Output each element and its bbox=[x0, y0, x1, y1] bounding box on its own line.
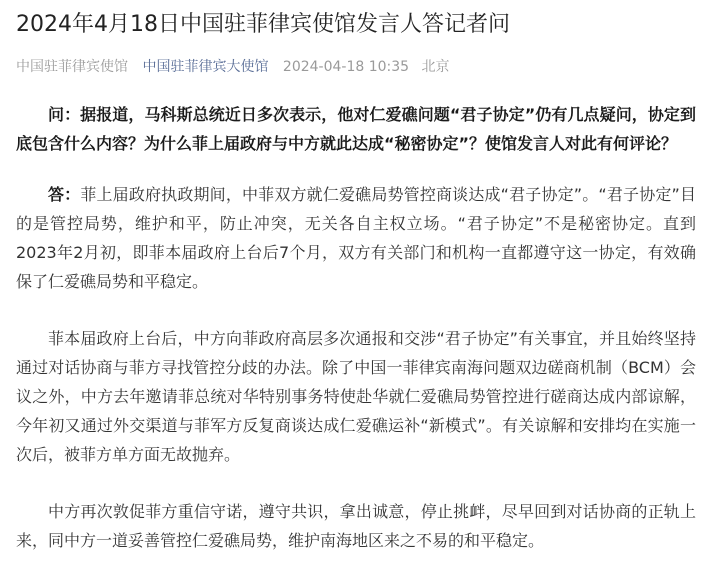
account-link[interactable]: 中国驻菲律宾大使馆 bbox=[142, 59, 269, 75]
answer-lead: 答： bbox=[48, 185, 81, 204]
article-meta bbox=[16, 56, 696, 78]
answer-paragraph-3: 中方再次敦促菲方重信守诺，遵守共识，拿出诚意，停止挑衅，尽早回到对话协商的正轨上来，同中方一道妥善管控仁爱礁局势，维护南海地区来之不易的和平稳定。 bbox=[16, 502, 696, 550]
source-name: 中国驻菲律宾使馆 bbox=[16, 59, 128, 75]
answer-paragraph-2: 菲本届政府上台后，中方向菲政府高层多次通报和交涉“君子协定”有关事宜，并且始终坚持通过对话协商与菲方寻找管控分歧的办法。除了中国一菲律宾南海问题双边磋商机制（BCM）会议之外，中方去年邀请菲总统对华特别事务特使赴华就仁爱礁局势管控进行磋商达成内部谅解，今年初又通过外交渠道与菲军方反复商谈达成仁爱礁运补“新模式”。有关谅解和安排均在实施一次后，被菲方单方面无故抛弃。 bbox=[16, 329, 696, 464]
question-paragraph: 问：据报道，马科斯总统近日多次表示，他对仁爱礁问题“君子协定”仍有几点疑问，协定到底包含什么内容？为什么菲上届政府与中方就此达成“秘密协定”？使馆发言人对此有何评论？ bbox=[16, 105, 696, 153]
answer-paragraph-1 bbox=[16, 180, 696, 296]
publish-datetime: 2024-04-18 10:35 bbox=[282, 59, 410, 75]
article-content bbox=[16, 100, 696, 555]
answer-text-1: 菲上届政府执政期间，中菲双方就仁爱礁局势管控商谈达成“君子协定”。“君子协定”目的是管控局势，维护和平，防止冲突，无关各自主权立场。“君子协定”不是秘密协定。直到2023年2月初，即菲本届政府上台后7个月，双方有关部门和机构一直都遵守这一协定，有效确保了仁爱礁局势和平稳定。 bbox=[16, 185, 696, 291]
publish-location: 北京 bbox=[421, 59, 450, 75]
article bbox=[16, 0, 696, 555]
article-title: 2024年4月18日中国驻菲律宾使馆发言人答记者问 bbox=[16, 12, 510, 37]
